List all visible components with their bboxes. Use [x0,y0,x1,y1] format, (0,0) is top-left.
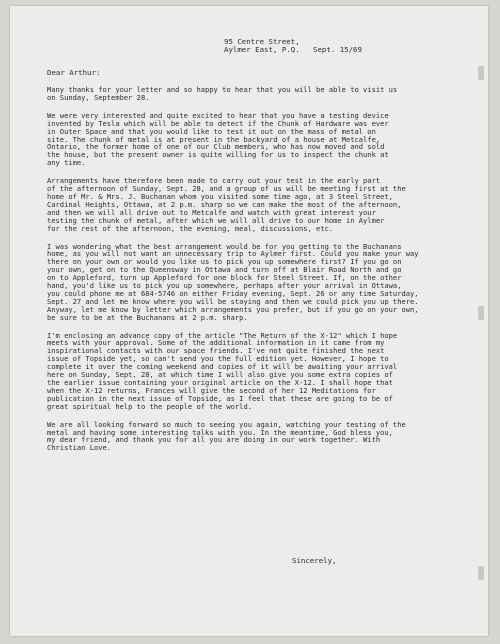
sender-address [224,38,362,54]
paragraph-6: We are all looking forward so much to seeing you again, watching your testing of the metal and having some interesting talks with you. In the meantime, God bless you, my dear friend, and thank you for all you are doing in our work together. With Christian Love. [47,419,406,453]
letter-body [47,86,467,462]
paragraph-2: We were very interested and quite excited to hear that you have a testing device invented by Tesla which will be able to detect if the Chunk of Hardware was ever in Outer Space and that you would like to test it out on the mass of metal on site. The chunk of metal is at present in the backyard of a house at Metcalfe, Ontario, the former home of one of our Club members, who has now moved and sold the house, but the present owner is quite willing for us to inspect the chunk at any time. [47,110,389,168]
binder-hole [478,566,484,580]
paragraph-1: Many thanks for your letter and so happy to hear that you will be able to visit us on Sunday, September 28. [47,85,398,102]
closing: Sincerely, [292,556,337,565]
salutation: Dear Arthur: [47,68,101,77]
address-street: 95 Centre Street, [224,37,300,46]
address-city: Aylmer East, P.Q. [224,45,300,55]
paragraph-4: I was wondering what the best arrangement would be for you getting to the Buchanans home, as you will not want an unnecessary trip to Aylmer first. Could you make your way there on your own or would you like us to pick you up somewhere first? If you go on your own, get on to the Queensway in Ottawa and turn off at Blair Road North and go on to Appleford, turn up Appleford for one block for Steel Street. If, on the other hand, you'd like us to pick you up somewhere, perhaps after your arrival in Ottawa, you could phone me at 684-5746 on either Friday evening, Sept. 26 or any time Saturday, Sept. 27 and let me know where you will be staying and then we could pick you up there. Anyway, let me know by letter which arrangements you prefer, but if you go on your own, be sure to be at the Buchanans at 2 p.m. sharp. [47,241,419,322]
paragraph-3: Arrangements have therefore been made to carry out your test in the early part of the afternoon of Sunday, Sept. 28, and a group of us will be meeting first at the home of Mr. & Mrs. J. Buchanan whom you visited some time ago, at 3 Steel Street, Cardinal Heights, Ottawa, at 2 p.m. sharp so we can make the most of the afternoon, and then we will all drive out to Metcalfe and watch with great interest your testing the chunk of metal, after which we will all drive to our home in Aylmer for the rest of the afternoon, the evening, meal, discussions, etc. [47,176,406,233]
letter-date: Sept. 15/69 [313,45,362,55]
binder-hole [478,66,484,80]
paragraph-5: I'm enclosing an advance copy of the article "The Return of the X-12" which I hope meets with your approval. Some of the additional information in it came from my inspirational contacts with our space friends. I've not quite finished the next issue of Topside yet, so can't send you the full edition yet. However, I hope to complete it over the coming weekend and copies of it will be awaiting your arrival here on Sunday, Sept. 28, at which time I will also give you some extra copies of the earlier issue containing your original article on the X-12. I shall hope that when the X-12 returns, Frances will give the second of her 12 Meditations for publication in the next issue of Topside, as I feel that these are going to be of great spiritual help to the people of the world. [47,330,398,411]
binder-hole [478,306,484,320]
